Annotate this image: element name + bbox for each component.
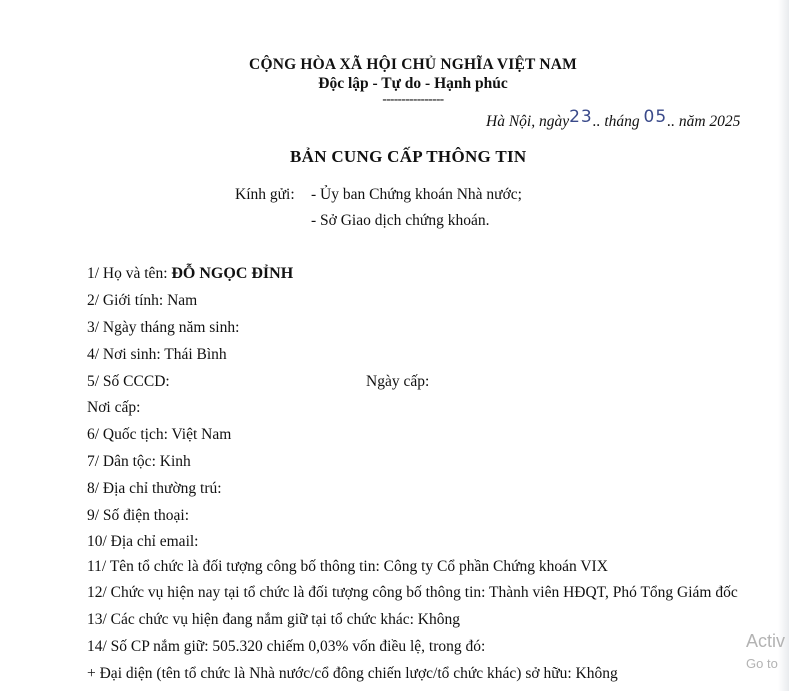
month-label: tháng — [604, 113, 640, 130]
field-representative: + Đại diện (tên tổ chức là Nhà nước/cổ đông chiến lược/tổ chức khác) sở hữu: Không — [87, 665, 618, 682]
field-email: 10/ Địa chỉ email: — [87, 533, 199, 550]
name-value: ĐỖ NGỌC ĐỈNH — [171, 265, 294, 282]
document-title: BẢN CUNG CẤP THÔNG TIN — [290, 147, 527, 166]
greeting-label: Kính gửi: — [235, 186, 295, 203]
page-edge-shadow — [778, 0, 789, 691]
handwritten-day: 23 — [569, 107, 593, 127]
date-dots: .. — [592, 113, 601, 130]
field-gender: 2/ Giới tính: Nam — [87, 292, 198, 309]
field-birthplace: 4/ Nơi sinh: Thái Bình — [87, 346, 227, 363]
nation-header: CỘNG HÒA XÃ HỘI CHỦ NGHĨA VIỆT NAM — [249, 56, 577, 73]
field-dob: 3/ Ngày tháng năm sinh: — [87, 319, 240, 336]
year-text: năm 2025 — [678, 113, 741, 130]
field-phone: 9/ Số điện thoại: — [87, 507, 190, 524]
field-other-positions: 13/ Các chức vụ hiện đang nắm giữ tại tổ chức khác: Không — [87, 611, 460, 628]
date-line — [486, 107, 741, 131]
activation-watermark-title: Activ — [746, 631, 786, 651]
motto: Độc lập - Tự do - Hạnh phúc — [318, 75, 508, 92]
field-address: 8/ Địa chỉ thường trú: — [87, 480, 222, 497]
activation-watermark-subtitle: Go to — [746, 656, 778, 671]
field-name — [87, 265, 293, 283]
handwritten-month: 05 — [643, 107, 668, 127]
field-issue-date: Ngày cấp: — [366, 373, 430, 390]
field-ethnicity: 7/ Dân tộc: Kinh — [87, 453, 191, 470]
date-prefix: Hà Nội, ngày — [486, 113, 570, 130]
name-label: 1/ Họ và tên: — [87, 265, 168, 282]
field-id-number: 5/ Số CCCD: — [87, 373, 170, 390]
field-shares: 14/ Số CP nắm giữ: 505.320 chiếm 0,03% vốn điều lệ, trong đó: — [87, 638, 486, 655]
header-separator: ---------------- — [382, 91, 444, 106]
field-position: 12/ Chức vụ hiện nay tại tổ chức là đối tượng công bố thông tin: Thành viên HĐQT, Phó Tổng Giám đốc — [87, 584, 738, 601]
recipient-exchange: - Sở Giao dịch chứng khoán. — [311, 212, 490, 229]
recipient-ssc: - Ủy ban Chứng khoán Nhà nước; — [311, 186, 522, 203]
date-dots: .. — [667, 113, 675, 130]
field-organization: 11/ Tên tổ chức là đối tượng công bố thông tin: Công ty Cổ phần Chứng khoán VIX — [87, 558, 608, 575]
field-nationality: 6/ Quốc tịch: Việt Nam — [87, 426, 232, 443]
field-issue-place: Nơi cấp: — [87, 399, 141, 416]
